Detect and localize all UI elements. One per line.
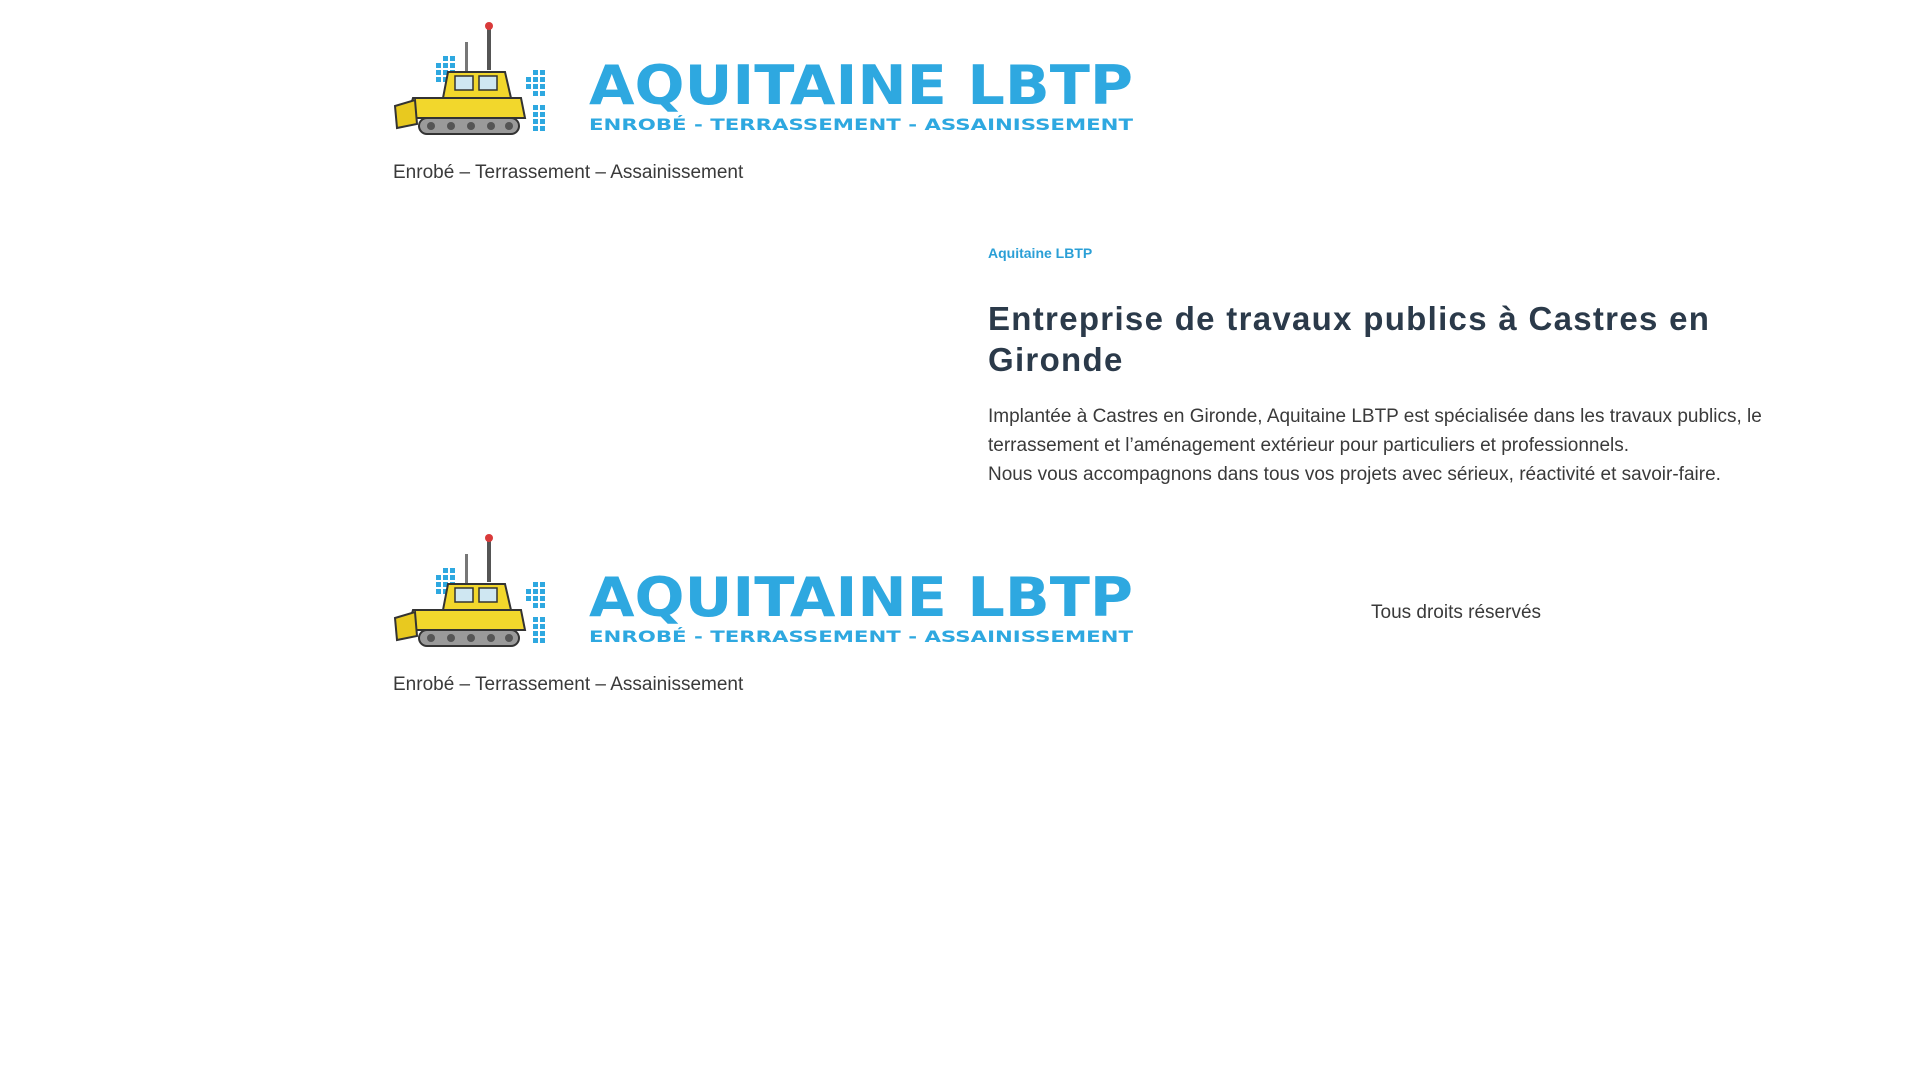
bulldozer-icon <box>395 22 545 134</box>
section-eyebrow: Aquitaine LBTP <box>988 245 1093 261</box>
footer-logo-link[interactable] <box>393 532 1143 656</box>
footer-logo <box>393 532 1143 656</box>
site-tagline: Enrobé – Terrassement – Assainissement <box>393 162 744 183</box>
bulldozer-icon <box>395 534 545 646</box>
footer-tagline: Enrobé – Terrassement – Assainissement <box>393 674 744 695</box>
header-logo-link[interactable] <box>393 20 1143 144</box>
logo-subtitle: ENROBÉ - TERRASSEMENT - ASSAINISSEMENT <box>589 627 1134 646</box>
copyright-text: Tous droits réservés <box>1371 602 1542 623</box>
header-logo <box>393 20 1143 144</box>
logo-title: AQUITAINE LBTP <box>589 54 1133 117</box>
hero-paragraph: Nous vous accompagnons dans tous vos projets avec sérieux, réactivité et savoir-faire. <box>988 464 1721 485</box>
hero-paragraph: Implantée à Castres en Gironde, Aquitaine LBTP est spécialisée dans les travaux publics, le terrassement et l’aménagement extérieur pour particuliers et professionnels. <box>988 406 1762 456</box>
logo-title: AQUITAINE LBTP <box>589 566 1133 629</box>
page-title: Entreprise de travaux publics à Castres en Gironde <box>988 300 1711 378</box>
logo-subtitle: ENROBÉ - TERRASSEMENT - ASSAINISSEMENT <box>589 115 1134 134</box>
hero-description <box>988 402 1808 489</box>
